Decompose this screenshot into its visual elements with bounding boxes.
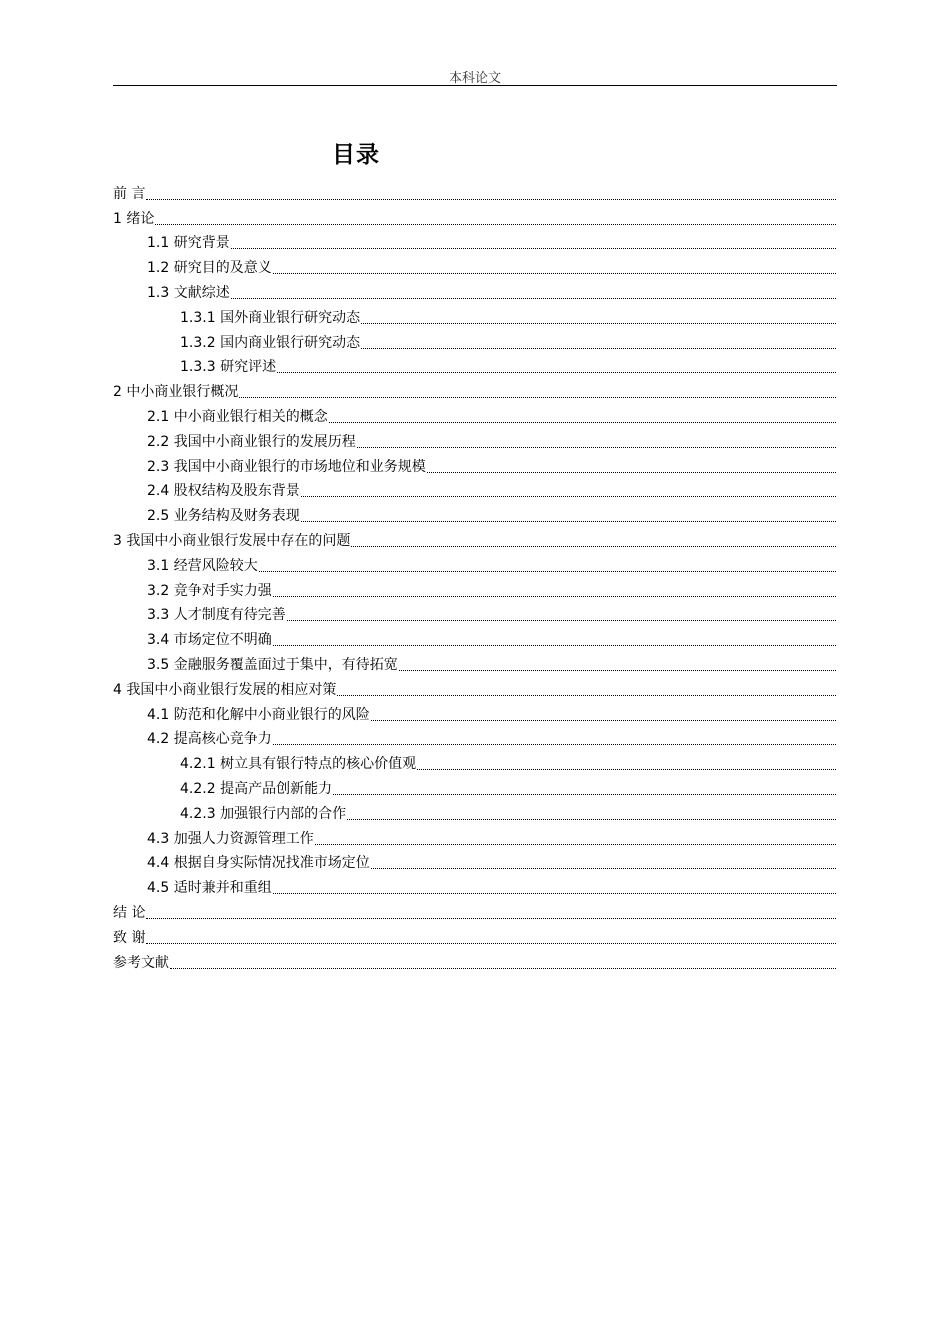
toc-entry[interactable]	[113, 798, 836, 823]
toc-leader-dots	[273, 273, 836, 274]
toc-entry-label: 1.3.3 研究评述	[180, 359, 277, 376]
toc-entry-label: 前 言	[113, 185, 146, 202]
toc-entry[interactable]	[113, 748, 836, 773]
toc-leader-dots	[337, 695, 836, 696]
toc-entry[interactable]	[113, 451, 836, 476]
toc-entry-label: 4.3 加强人力资源管理工作	[147, 830, 314, 847]
toc-leader-dots	[170, 968, 836, 969]
toc-entry[interactable]	[113, 674, 836, 699]
toc-entry[interactable]	[113, 823, 836, 848]
toc-leader-dots	[155, 224, 836, 225]
toc-entry[interactable]	[113, 773, 836, 798]
toc-entry-label: 结 论	[113, 904, 146, 921]
toc-entry-label: 2.4 股权结构及股东背景	[147, 483, 300, 500]
toc-entry[interactable]	[113, 476, 836, 501]
toc-leader-dots	[347, 819, 836, 820]
page-title: 目录	[332, 142, 380, 168]
toc-entry-label: 3.3 人才制度有待完善	[147, 607, 286, 624]
toc-leader-dots	[361, 348, 836, 349]
toc-entry-label: 3 我国中小商业银行发展中存在的问题	[113, 532, 351, 549]
toc-leader-dots	[315, 844, 836, 845]
toc-leader-dots	[273, 596, 836, 597]
toc-entry-label: 1 绪论	[113, 210, 155, 227]
toc-entry[interactable]	[113, 848, 836, 873]
toc-leader-dots	[361, 323, 836, 324]
toc-entry[interactable]	[113, 252, 836, 277]
toc-entry-label: 2 中小商业银行概况	[113, 384, 239, 401]
toc-entry-label: 4.5 适时兼并和重组	[147, 880, 272, 897]
toc-leader-dots	[301, 521, 836, 522]
table-of-contents	[113, 178, 836, 972]
toc-entry-label: 4.2.1 树立具有银行特点的核心价值观	[180, 756, 417, 773]
toc-entry-label: 1.1 研究背景	[147, 235, 230, 252]
toc-entry-label: 1.3 文献综述	[147, 284, 230, 301]
toc-entry-label: 2.2 我国中小商业银行的发展历程	[147, 433, 356, 450]
toc-entry-label: 3.1 经营风险较大	[147, 557, 258, 574]
toc-entry[interactable]	[113, 203, 836, 228]
toc-entry-label: 1.3.2 国内商业银行研究动态	[180, 334, 361, 351]
toc-leader-dots	[357, 447, 836, 448]
toc-entry-label: 4.2.2 提高产品创新能力	[180, 780, 333, 797]
toc-entry-label: 参考文献	[113, 954, 169, 971]
toc-entry[interactable]	[113, 600, 836, 625]
toc-entry[interactable]	[113, 699, 836, 724]
toc-entry[interactable]	[113, 575, 836, 600]
toc-entry[interactable]	[113, 724, 836, 749]
toc-entry-label: 致 谢	[113, 929, 146, 946]
toc-entry[interactable]	[113, 649, 836, 674]
toc-entry[interactable]	[113, 897, 836, 922]
toc-leader-dots	[287, 620, 836, 621]
toc-entry[interactable]	[113, 327, 836, 352]
toc-entry[interactable]	[113, 525, 836, 550]
toc-entry-label: 1.3.1 国外商业银行研究动态	[180, 309, 361, 326]
toc-leader-dots	[301, 496, 836, 497]
toc-entry[interactable]	[113, 376, 836, 401]
header-divider	[113, 85, 837, 86]
toc-entry[interactable]	[113, 624, 836, 649]
toc-entry[interactable]	[113, 872, 836, 897]
toc-leader-dots	[239, 397, 836, 398]
toc-entry-label: 2.5 业务结构及财务表现	[147, 508, 300, 525]
toc-leader-dots	[259, 571, 836, 572]
toc-entry[interactable]	[113, 277, 836, 302]
toc-entry-label: 2.3 我国中小商业银行的市场地位和业务规模	[147, 458, 426, 475]
toc-entry[interactable]	[113, 401, 836, 426]
toc-entry-label: 3.2 竞争对手实力强	[147, 582, 272, 599]
toc-entry[interactable]	[113, 922, 836, 947]
toc-entry[interactable]	[113, 947, 836, 972]
toc-entry[interactable]	[113, 302, 836, 327]
toc-entry-label: 4 我国中小商业银行发展的相应对策	[113, 681, 337, 698]
toc-leader-dots	[417, 769, 836, 770]
toc-leader-dots	[146, 918, 836, 919]
toc-leader-dots	[146, 199, 836, 200]
toc-entry-label: 2.1 中小商业银行相关的概念	[147, 408, 328, 425]
toc-leader-dots	[273, 893, 836, 894]
toc-leader-dots	[371, 868, 836, 869]
toc-entry-label: 1.2 研究目的及意义	[147, 260, 272, 277]
toc-entry-label: 4.4 根据自身实际情况找准市场定位	[147, 855, 370, 872]
toc-entry[interactable]	[113, 228, 836, 253]
toc-entry[interactable]	[113, 352, 836, 377]
page-header: 本科论文	[448, 71, 501, 86]
toc-entry-label: 4.2.3 加强银行内部的合作	[180, 805, 347, 822]
toc-leader-dots	[277, 372, 836, 373]
toc-leader-dots	[273, 645, 836, 646]
toc-entry[interactable]	[113, 500, 836, 525]
toc-entry-label: 4.2 提高核心竞争力	[147, 731, 272, 748]
toc-entry-label: 3.5 金融服务覆盖面过于集中，有待拓宽	[147, 656, 398, 673]
toc-entry[interactable]	[113, 178, 836, 203]
toc-entry-label: 4.1 防范和化解中小商业银行的风险	[147, 706, 370, 723]
toc-leader-dots	[427, 472, 836, 473]
toc-entry[interactable]	[113, 550, 836, 575]
toc-entry[interactable]	[113, 426, 836, 451]
toc-leader-dots	[329, 422, 836, 423]
toc-leader-dots	[231, 298, 836, 299]
toc-entry-label: 3.4 市场定位不明确	[147, 632, 272, 649]
toc-leader-dots	[333, 794, 836, 795]
toc-leader-dots	[399, 670, 836, 671]
toc-leader-dots	[273, 744, 836, 745]
toc-leader-dots	[146, 943, 836, 944]
toc-leader-dots	[351, 546, 836, 547]
toc-leader-dots	[371, 720, 836, 721]
toc-leader-dots	[231, 248, 836, 249]
